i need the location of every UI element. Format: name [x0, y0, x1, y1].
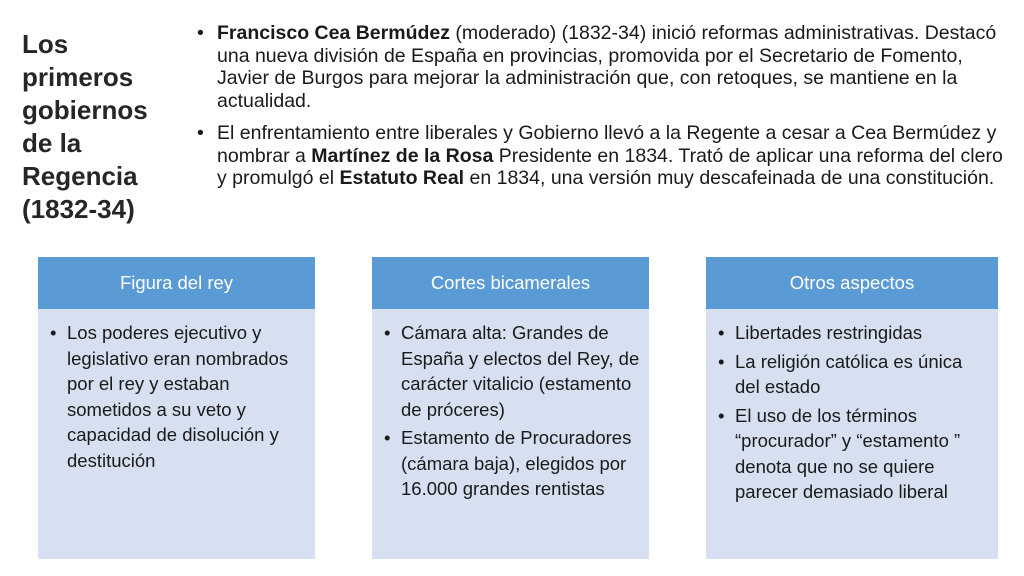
card-cortes-bicamerales — [372, 257, 649, 559]
body-text: Presidente en 1834. Trató de aplicar una reforma del clero y promulgó el — [217, 144, 1003, 189]
title-line: primeros — [22, 62, 134, 92]
card-header: Otros aspectos — [706, 257, 998, 309]
bold-text: Martínez de la Rosa — [311, 144, 494, 167]
body-text: (moderado) (1832-34) inició reformas administrativas. Destacó una nueva división de España en provincias, promovida por el Secretario de Fomento, Javier de Burgos para mejorar la administración que, con retoques, se mantiene en la actualidad. — [217, 22, 997, 112]
card-figura-del-rey — [38, 257, 315, 559]
title-line: Los — [22, 29, 69, 59]
card-item: • La religión católica es única del estado — [718, 349, 990, 400]
bold-text: Francisco Cea Bermúdez — [217, 22, 451, 44]
card-header: Figura del rey — [38, 257, 315, 309]
body-text: en 1834, una versión muy descafeinada de una constitución. — [464, 167, 995, 189]
card-list — [706, 309, 998, 505]
title-line: (1832-34) — [22, 194, 135, 224]
card-header: Cortes bicamerales — [372, 257, 649, 309]
intro-bullet — [196, 122, 1008, 190]
title-line: gobiernos — [22, 95, 148, 125]
card-item: • Libertades restringidas — [718, 320, 990, 346]
slide-title — [22, 28, 192, 226]
title-line: de la — [22, 128, 82, 158]
card-list — [38, 309, 315, 473]
intro-bullet — [196, 22, 1008, 112]
card-item: • Cámara alta: Grandes de España y electos del Rey, de carácter vitalicio (estamento de próceres) — [384, 320, 641, 422]
card-item: • Estamento de Procuradores (cámara baja), elegidos por 16.000 grandes rentistas — [384, 425, 641, 502]
card-item: • El uso de los términos “procurador” y “estamento ” denota que no se quiere parecer demasiado liberal — [718, 403, 990, 505]
intro-bullet-list — [196, 22, 1008, 200]
card-item: • Los poderes ejecutivo y legislativo eran nombrados por el rey y estaban sometidos a su veto y capacidad de disolución y destitución — [50, 320, 307, 473]
bold-text: Estatuto Real — [339, 167, 465, 189]
title-line: Regencia — [22, 161, 138, 191]
card-list — [372, 309, 649, 502]
body-text: El enfrentamiento entre liberales y Gobierno llevó a la Regente a cesar a Cea Bermúdez y nombrar a — [217, 122, 997, 167]
card-otros-aspectos — [706, 257, 998, 559]
